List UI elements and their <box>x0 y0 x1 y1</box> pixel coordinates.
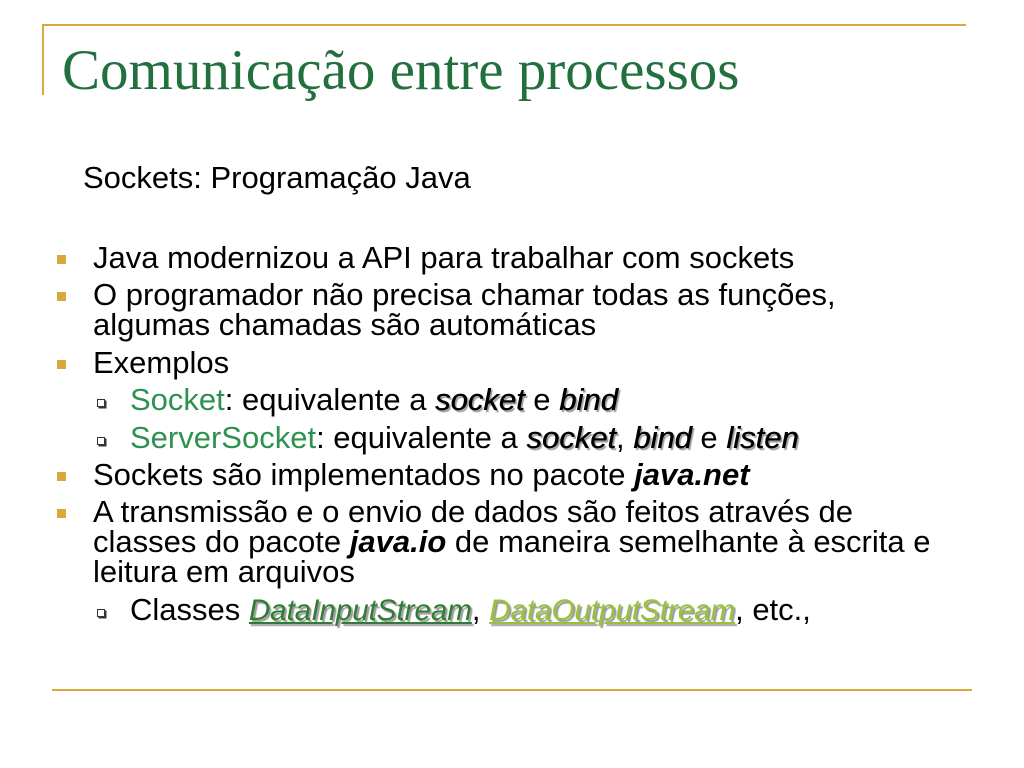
hollow-square-bullet-icon <box>97 609 105 617</box>
top-rule <box>42 24 966 26</box>
separator-text: e <box>524 382 560 418</box>
bullet-text-line: O programador não precisa chamar todas as funções, <box>93 277 836 313</box>
keyword: bind <box>559 382 618 418</box>
left-rule <box>42 24 44 95</box>
sub-bullet-text: , etc., <box>735 591 811 627</box>
keyword: socket <box>526 419 616 455</box>
bullet-text: Exemplos <box>93 344 230 380</box>
square-bullet-icon <box>57 360 66 369</box>
separator-text: , <box>471 591 490 627</box>
package-name: java.io <box>349 524 447 560</box>
slide-title: Comunicação entre processos <box>62 39 740 102</box>
square-bullet-icon <box>57 472 66 481</box>
package-name: java.net <box>634 456 750 492</box>
sub-bullet-text: Classes <box>130 591 249 627</box>
sub-bullet-item <box>130 419 930 455</box>
square-bullet-icon <box>57 292 66 301</box>
sub-bullet-item <box>130 382 930 418</box>
bullet-item <box>93 277 930 343</box>
sub-bullet-text: : equivalente a <box>316 419 527 455</box>
class-name: ServerSocket <box>130 419 317 455</box>
bullet-item <box>93 344 930 380</box>
bottom-rule <box>52 689 972 691</box>
square-bullet-icon <box>57 255 66 264</box>
square-bullet-icon <box>57 509 66 518</box>
bullet-text: de maneira semelhante à escrita e <box>446 524 931 560</box>
bullet-text: Java modernizou a API para trabalhar com sockets <box>93 240 795 275</box>
separator-text: e <box>691 419 727 455</box>
separator-text: , <box>615 419 634 455</box>
keyword: socket <box>435 382 525 418</box>
bullet-item <box>93 456 930 492</box>
class-name: Socket <box>130 382 225 418</box>
bullet-text-line <box>93 524 931 560</box>
keyword: bind <box>633 419 692 455</box>
sub-bullet-text: : equivalente a <box>224 382 436 418</box>
bullet-list <box>93 240 931 627</box>
bullet-text: classes do pacote <box>93 524 350 560</box>
bullet-text-line: algumas chamadas são automáticas <box>93 307 597 343</box>
hollow-square-bullet-icon <box>97 437 105 445</box>
stream-class-name: DataOutputStream <box>489 593 736 627</box>
bullet-text-line: A transmissão e o envio de dados são feitos através de <box>93 494 853 530</box>
bullet-text: Sockets são implementados no pacote <box>93 456 635 492</box>
hollow-square-bullet-icon <box>97 399 105 407</box>
slide-subtitle: Sockets: Programação Java <box>83 160 471 195</box>
keyword: listen <box>726 419 799 455</box>
stream-class-name: DataInputStream <box>248 593 472 627</box>
bullet-item <box>93 240 930 275</box>
sub-bullet-item <box>130 591 930 627</box>
bullet-item <box>93 494 931 590</box>
bullet-text-line: leitura em arquivos <box>93 554 355 590</box>
